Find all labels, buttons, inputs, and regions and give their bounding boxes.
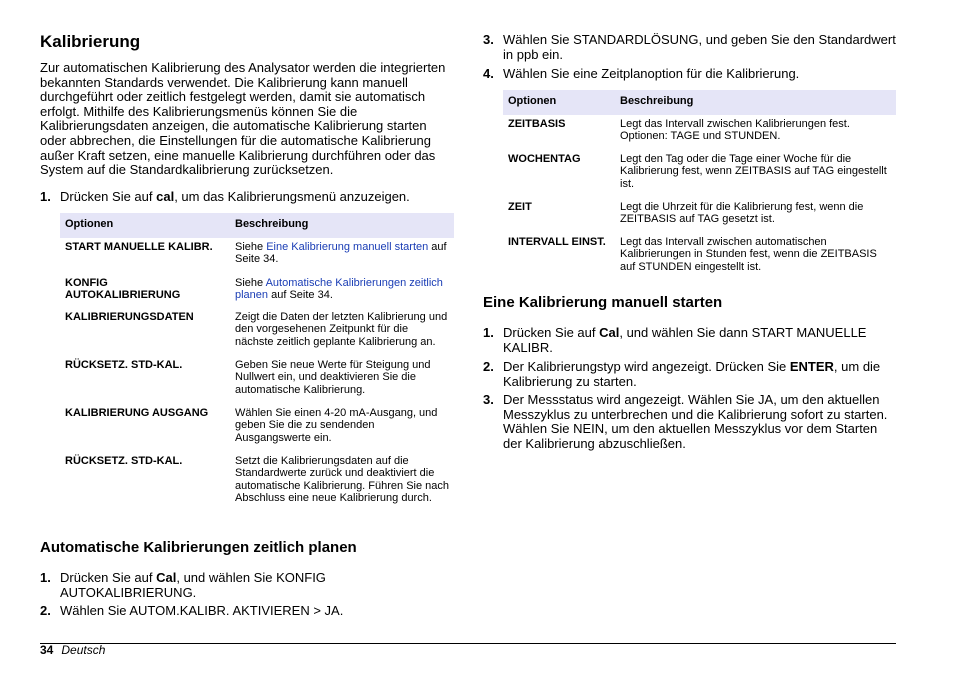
page-title: Kalibrierung: [40, 32, 141, 51]
option-name: KONFIG AUTOKALIBRIERUNG: [65, 276, 181, 302]
step-text-pre: Drücken Sie auf: [60, 189, 157, 204]
option-description: [230, 238, 454, 274]
section-heading-manual: Eine Kalibrierung manuell starten: [483, 294, 723, 311]
desc-text: Siehe: [235, 240, 267, 253]
desc-text: auf Seite 34.: [235, 240, 447, 266]
table-header-options: Optionen: [503, 90, 615, 115]
step-number: 3.: [483, 32, 494, 47]
desc-text: auf Seite 34.: [268, 289, 333, 302]
cross-reference-link[interactable]: Eine Kalibrierung manuell starten: [266, 240, 429, 253]
option-name: INTERVALL EINST.: [508, 235, 606, 248]
step-text-pre: Drücken Sie auf: [503, 325, 600, 340]
step-text-key: cal: [156, 189, 175, 204]
cross-reference-link[interactable]: Automatische Kalibrierungen zeitlich planen: [235, 276, 443, 302]
step-number: 1.: [483, 325, 494, 340]
step-1: [40, 571, 454, 600]
table-row: [60, 308, 454, 356]
option-name: RÜCKSETZ. STD-KAL.: [65, 358, 183, 371]
step-text-post: , um das Kalibrierungsmenü anzuzeigen.: [174, 189, 410, 204]
option-name: ZEIT: [508, 200, 532, 213]
step-text-post: , und wählen Sie KONFIG AUTOKALIBRIERUNG.: [60, 570, 326, 600]
table-row: [60, 356, 454, 404]
step-1: [483, 326, 896, 355]
step-text: Wählen Sie eine Zeitplanoption für die Kalibrierung.: [503, 66, 800, 81]
table-header-row: [503, 90, 896, 115]
option-name: WOCHENTAG: [508, 152, 581, 165]
table-row: [503, 115, 896, 150]
step-text-key: ENTER: [789, 359, 834, 374]
table-row: [503, 233, 896, 274]
table-header-options: Optionen: [60, 213, 230, 238]
footer-divider: [40, 643, 896, 644]
step-text-pre: Der Kalibrierungstyp wird angezeigt. Drücken Sie: [503, 359, 790, 374]
step-text-post: , um die Kalibrierung zu starten.: [503, 359, 881, 389]
step-text-pre: Drücken Sie auf: [60, 570, 157, 585]
table-row: [60, 238, 454, 274]
step-number: 1.: [40, 570, 51, 585]
option-description: [230, 274, 454, 308]
calibration-options-table: [60, 213, 454, 505]
step-3: [483, 393, 896, 451]
option-name: ZEITBASIS: [508, 117, 566, 130]
step-3: [483, 33, 896, 62]
footer-language: Deutsch: [61, 643, 106, 657]
step-text: [60, 190, 454, 205]
step-2: [40, 604, 454, 619]
step-text: Der Messstatus wird angezeigt. Wählen Sie JA, um den aktuellen Messzyklus zu unterbrechen und die Kalibrierung sofort zu starten. Wählen Sie NEIN, um den aktuellen Messzyklus vor dem Starten der Kalibrierung abzuschließen.: [503, 392, 888, 451]
option-description: Setzt die Kalibrierungsdaten auf die Standardwerte zurück und deaktiviert die automatische Kalibrierung. Führen Sie nach Abschluss eine neue Kalibrierung durch.: [235, 454, 450, 505]
table-header-description: Beschreibung: [615, 90, 896, 115]
step-number: 3.: [483, 392, 494, 407]
table-row: [60, 452, 454, 505]
table-header-description: Beschreibung: [230, 213, 454, 238]
table-header-row: [60, 213, 454, 238]
step-text: [503, 326, 896, 355]
intro-paragraph: Zur automatischen Kalibrierung des Analysator werden die integrierten bekannten Standards verwendet. Die Kalibrierung kann manuell durchgeführt oder zeitlich festgelegt werden, damit sie automatisch erfolgt. Mithilfe des Kalibrierungsmenüs können Sie die Kalibrierungsdaten anzeigen, die automatische Kalibrierung starten oder abbrechen, die Einstellungen für die automatische Kalibrierung außer Kraft setzen, eine manuelle Kalibrierung durchführen oder das System auf die Standardkalibrierung zurücksetzen.: [40, 60, 446, 178]
step-4: [483, 67, 896, 82]
page-footer: [40, 643, 105, 657]
schedule-options-table: [503, 90, 896, 273]
step-number: 2.: [40, 603, 51, 618]
step-text-key: Cal: [599, 325, 620, 340]
table-row: [503, 198, 896, 233]
desc-text: Siehe: [235, 276, 266, 289]
option-description: Legt die Uhrzeit für die Kalibrierung fest, wenn die ZEITBASIS auf TAG gesetzt ist.: [620, 200, 864, 226]
option-description: Legt das Intervall zwischen Kalibrierungen fest. Optionen: TAGE und STUNDEN.: [620, 117, 850, 143]
option-description: Legt das Intervall zwischen automatischen Kalibrierungen in Stunden fest, wenn die ZEITBASIS auf STUNDEN eingestellt ist.: [620, 235, 877, 273]
page-number: 34: [40, 643, 54, 657]
step-text-key: Cal: [156, 570, 177, 585]
option-description: Geben Sie neue Werte für Steigung und Nullwert ein, und deaktivieren Sie die automatische Kalibrierung.: [235, 358, 431, 396]
step-text: Wählen Sie STANDARDLÖSUNG, und geben Sie den Standardwert in ppb ein.: [503, 32, 896, 62]
step-text: Wählen Sie AUTOM.KALIBR. AKTIVIEREN > JA.: [60, 603, 344, 618]
section-heading-schedule: Automatische Kalibrierungen zeitlich planen: [40, 539, 357, 556]
step-number: 4.: [483, 66, 494, 81]
step-text-post: , und wählen Sie dann START MANUELLE KALIBR.: [503, 325, 867, 355]
option-description: Wählen Sie einen 4-20 mA-Ausgang, und geben Sie die zu sendenden Ausgangswerte ein.: [235, 406, 438, 444]
step-number: 1.: [40, 189, 51, 204]
step-number: 2.: [483, 359, 494, 374]
option-name: RÜCKSETZ. STD-KAL.: [65, 454, 183, 467]
step-1: [40, 190, 454, 205]
table-row: [60, 404, 454, 452]
step-text: [60, 571, 454, 600]
option-name: KALIBRIERUNG AUSGANG: [65, 406, 209, 419]
option-name: START MANUELLE KALIBR.: [65, 240, 213, 253]
table-row: [60, 274, 454, 308]
step-2: [483, 360, 896, 389]
option-name: KALIBRIERUNGSDATEN: [65, 310, 194, 323]
table-row: [503, 150, 896, 198]
step-text: [503, 360, 896, 389]
option-description: Legt den Tag oder die Tage einer Woche für die Kalibrierung fest, wenn ZEITBASIS auf TAG eingestellt ist.: [620, 152, 887, 190]
option-description: Zeigt die Daten der letzten Kalibrierung und den vorgesehenen Zeitpunkt für die nächste zeitlich geplante Kalibrierung an.: [235, 310, 448, 348]
